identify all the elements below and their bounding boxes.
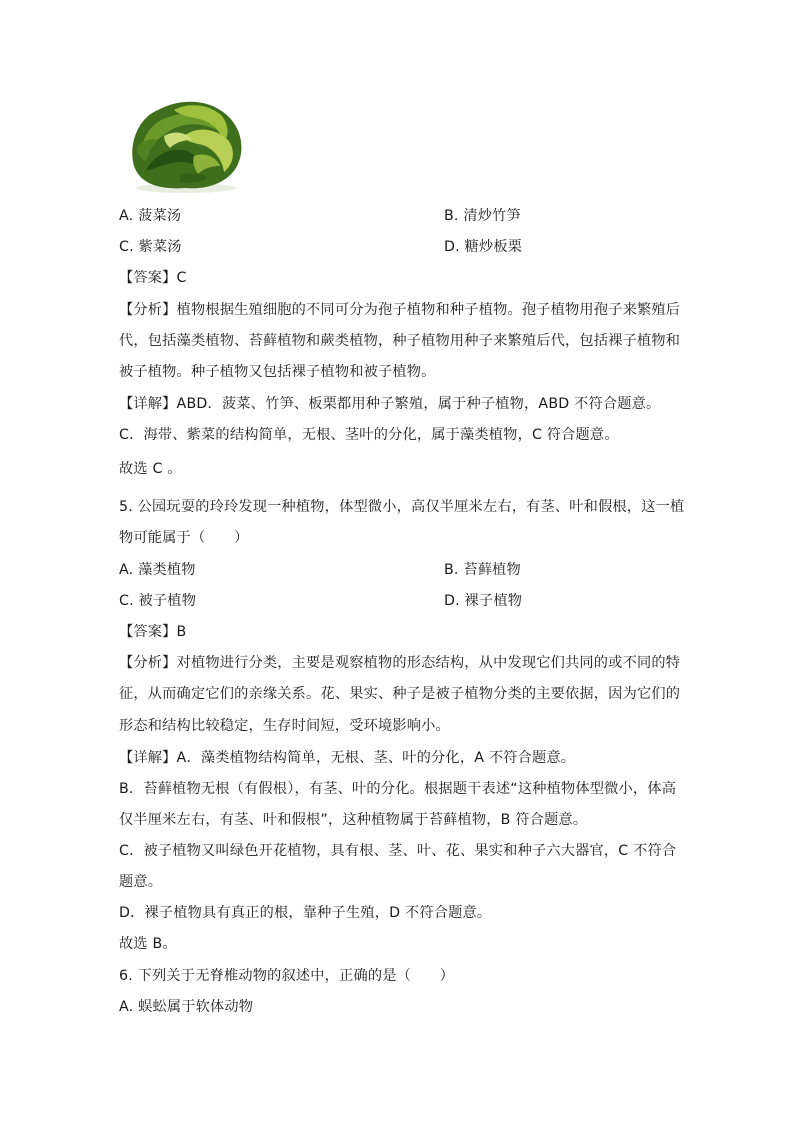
option-c: C. 紫菜汤: [119, 239, 182, 255]
analysis-line: 形态和结构比较稳定，生存时间短，受环境影响小。: [119, 718, 450, 734]
option-c: C. 被子植物: [119, 593, 197, 609]
analysis-line: 代，包括藻类植物、苔藓植物和蕨类植物，种子植物用种子来繁殖后代，包括裸子植物和: [119, 333, 681, 349]
detail-line: B．苔藓植物无根（有假根），有茎、叶的分化。根据题干表述“这种植物体型微小，体高: [119, 781, 677, 797]
detail-line: 【详解】ABD．菠菜、竹笋、板栗都用种子繁殖，属于种子植物，ABD 不符合题意。: [119, 396, 661, 412]
question-stem: 物可能属于（ ）: [119, 530, 249, 546]
seaweed-image: [124, 96, 248, 194]
answer: 【答案】B: [119, 624, 187, 640]
detail-line: C．海带、紫菜的结构简单，无根、茎叶的分化，属于藻类植物，C 符合题意。: [119, 427, 619, 443]
option-d: D. 裸子植物: [444, 593, 523, 609]
answer: 【答案】C: [119, 270, 187, 286]
detail-line: C．被子植物又叫绿色开花植物，具有根、茎、叶、花、果实和种子六大器官，C 不符合: [119, 843, 677, 859]
analysis-line: 【分析】植物根据生殖细胞的不同可分为孢子植物和种子植物。孢子植物用孢子来繁殖后: [119, 302, 681, 318]
question-stem: 5. 公园玩耍的玲玲发现一种植物，体型微小，高仅半厘米左右，有茎、叶和假根，这一植: [119, 499, 685, 515]
option-b: B. 清炒竹笋: [444, 208, 521, 224]
analysis-line: 被子植物。种子植物又包括裸子植物和被子植物。: [119, 364, 436, 380]
option-a: A. 蜈蚣属于软体动物: [119, 999, 254, 1015]
analysis-line: 征，从而确定它们的亲缘关系。花、果实、种子是被子植物分类的主要依据，因为它们的: [119, 686, 681, 702]
conclusion: 故选 B。: [119, 936, 177, 952]
option-d: D. 糖炒板栗: [444, 239, 523, 255]
option-a: A. 藻类植物: [119, 562, 196, 578]
detail-line: 仅半厘米左右，有茎、叶和假根”，这种植物属于苔藓植物，B 符合题意。: [119, 812, 588, 828]
conclusion: 故选 C 。: [119, 461, 182, 477]
option-a: A. 菠菜汤: [119, 208, 182, 224]
analysis-line: 【分析】对植物进行分类，主要是观察植物的形态结构，从中发现它们共同的或不同的特: [119, 655, 681, 671]
detail-line: 题意。: [119, 874, 163, 890]
detail-line: 【详解】A．藻类植物结构简单，无根、茎、叶的分化，A 不符合题意。: [119, 750, 576, 766]
option-b: B. 苔藓植物: [444, 562, 521, 578]
question-stem: 6. 下列关于无脊椎动物的叙述中，正确的是（ ）: [119, 968, 455, 984]
detail-line: D．裸子植物具有真正的根，靠种子生殖，D 不符合题意。: [119, 905, 492, 921]
